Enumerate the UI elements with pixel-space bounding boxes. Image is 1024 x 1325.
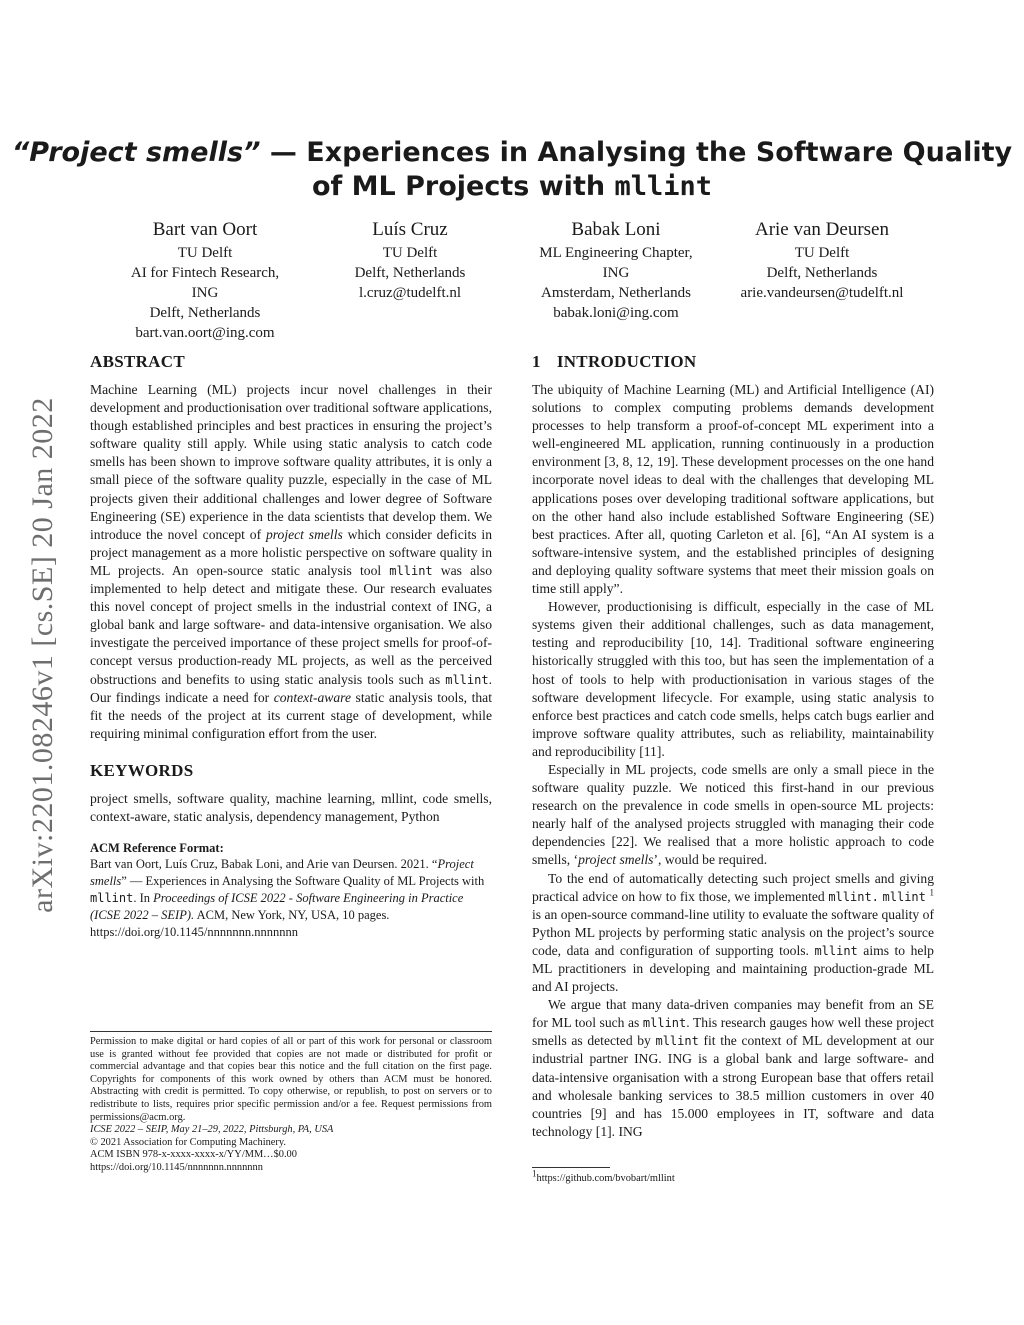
abstract-heading: ABSTRACT [90, 352, 185, 371]
footnote-marker: 1 [929, 887, 934, 898]
author-location: Delft, Netherlands [354, 265, 466, 281]
permission-notice [90, 1036, 492, 1175]
title-tool-name: mllint [614, 171, 713, 202]
title-project-smells: “Project smells” [11, 137, 261, 168]
introduction-heading: 1 INTRODUCTION [532, 352, 697, 371]
author-location: Delft, Netherlands [766, 265, 878, 281]
author-email: arie.vandeursen@tudelft.nl [740, 285, 904, 301]
author-4 [717, 217, 927, 303]
author-affiliation: ING [191, 285, 219, 301]
copyright-line: © 2021 Association for Computing Machinery. [90, 1136, 286, 1148]
permission-text: Permission to make digital or hard copies of all or part of this work for personal or classroom use is granted without fee provided that copies are not made or distributed for profit or commercial advantage and that copies bear this notice and the full citation on the first page. Copyrights for components of this work owned by others than ACM must be honored. Abstracting with credit is permitted. To copy otherwise, or republish, to post on servers or to redistribute to lists, requires prior specific permission and/or a fee. Request permissions from permissions@acm.org. [90, 1036, 492, 1123]
acm-reference-heading: ACM Reference Format: [90, 841, 224, 856]
title-line1-rest: — Experiences in Analysing the Software Quality [260, 137, 1013, 168]
author-name: Bart van Oort [152, 219, 258, 240]
venue-line: ICSE 2022 – SEIP, May 21–29, 2022, Pittsburgh, PA, USA [90, 1124, 334, 1136]
intro-paragraph-2: However, productionising is difficult, especially in the case of ML systems given their additional challenges, such as data management, testing and reproducibility [10, 14]. Traditional software engineering historically struggled with this too, but has seen the implementation of a host of tools to help with productionisation in various stages of the software development lifecycle. For example, using static analysis to enforce best practices and catch code smells, helps catch bugs earlier and improve software quality attributes, such as reliability, maintainability and reproducibility [11]. [532, 599, 934, 759]
author-affiliation: AI for Fintech Research, [130, 265, 280, 281]
intro-paragraph-5: We argue that many data-driven companies may benefit from an SE for ML tool such as mllint. This research gauges how well these project smells as detected by mllint fit the context of ML development at our industrial partner ING. ING is a global bank and large software- and data-intensive organisation with a strong European base that offers retail and wholesale banking services to 38.5 million customers in over 40 countries [9] and has 15.000 employees in IT, software and data technology [1]. ING [532, 997, 934, 1139]
intro-paragraph-3: Especially in ML projects, code smells are only a small piece in the software quality puzzle. We noticed this first-hand in our previous research on the prevalence in code smells in open-source ML projects: nearly half of the analysed projects struggled with managing their code dependencies [22]. We realised that a more holistic approach to code smells, ‘project smells’, would be required. [532, 761, 934, 868]
keywords-heading: KEYWORDS [90, 760, 194, 780]
footnote-divider [532, 1167, 610, 1168]
author-affiliation: ML Engineering Chapter, [539, 245, 693, 261]
author-name: Babak Loni [571, 219, 661, 240]
acm-reference-text: Bart van Oort, Luís Cruz, Babak Loni, and Arie van Deursen. 2021. “Project smells” — Experiences in Analysing the Software Quality of ML Projects with mllint. In Proceedings of ICSE 2022 - Software Engineering in Practice (ICSE 2022 – SEIP). ACM, New York, NY, USA, 10 pages. https://doi.org/10.1145/nnnnnnn.nnnnnnn [90, 857, 485, 940]
abstract-text: Machine Learning (ML) projects incur novel challenges in their development and productionisation over traditional software applications, though established principles and best practices in ensuring the project’s software quality still apply. While using static analysis to catch code smells has been shown to improve software quality attributes, it is only a small piece of the software quality puzzle, especially in the case of ML projects given their additional challenges and lower degree of Software Engineering (SE) experience in the data scientists that develop them. We introduce the novel concept of project smells which consider deficits in project management as a more holistic perspective on software quality in ML projects. An open-source static analysis tool mllint was also implemented to help detect and mitigate these. Our research evaluates this novel concept of project smells in the industrial context of ING, a global bank and large software- and data-intensive organisation. We also investigate the perceived importance of these project smells for proof-of-concept versus production-ready ML projects, as well as the perceived obstructions and benefits to using static analysis tools such as mllint. Our findings indicate a need for context-aware static analysis tools, that fit the needs of the project at its current stage of development, while requiring minimal configuration effort from the user. [90, 382, 493, 741]
title-line2-text: of ML Projects with [311, 171, 615, 202]
author-email: babak.loni@ing.com [553, 305, 679, 321]
author-3 [511, 217, 721, 323]
permission-divider [90, 1031, 492, 1032]
right-column [532, 352, 934, 1141]
doi-line: https://doi.org/10.1145/nnnnnnn.nnnnnnn [90, 1161, 263, 1173]
author-affiliation: TU Delft [794, 245, 850, 261]
intro-paragraph-4: To the end of automatically detecting such project smells and giving practical advice on how to fix those, we implemented mllint. mllint $^1$ is an open-source command-line utility to evaluate the software quality of Python ML projects by performing static analysis on the project’s source code, data and configuration of supporting tools. mllint aims to help ML practitioners in developing and maintaining production-grade ML and AI projects. [532, 870, 934, 995]
author-email: bart.van.oort@ing.com [135, 325, 275, 341]
author-2 [305, 217, 515, 303]
author-location: Delft, Netherlands [149, 305, 261, 321]
keywords-text: project smells, software quality, machine learning, mllint, code smells, context-aware, static analysis, dependency management, Python [90, 790, 492, 824]
intro-paragraph-1: The ubiquity of Machine Learning (ML) and Artificial Intelligence (AI) solutions to complex computing problems demands development processes to help transform a proof-of-concept ML experiment into a well-engineered ML application, running continuously in a production environment [3, 8, 12, 19]. These development processes on the one hand incorporate novel ideas to deal with the challenges that developing ML applications poses over developing traditional software applications, but on the other hand also include established Software Engineering (SE) best practices. After all, quoting Carleton et al. [6], “An AI system is a software-intensive system, and the established principles of designing and deploying quality software systems that meet their mission goals on time still apply”. [532, 382, 934, 597]
author-name: Luís Cruz [372, 219, 448, 240]
footnote-url[interactable]: https://github.com/bvobart/mllint [536, 1173, 675, 1184]
author-affiliation: TU Delft [382, 245, 438, 261]
footnote: $^1$https://github.com/bvobart/mllint [532, 1168, 675, 1184]
author-1 [100, 217, 310, 343]
paper-title [0, 136, 1024, 204]
author-name: Arie van Deursen [754, 219, 889, 240]
left-column [90, 352, 492, 941]
isbn-line: ACM ISBN 978-x-xxxx-xxxx-x/YY/MM…$0.00 [90, 1149, 297, 1161]
author-location: Amsterdam, Netherlands [541, 285, 691, 301]
arxiv-identifier: arXiv:2201.08246v1 [cs.SE] 20 Jan 2022 [26, 397, 59, 913]
author-affiliation: TU Delft [177, 245, 233, 261]
author-affiliation: ING [602, 265, 630, 281]
author-email: l.cruz@tudelft.nl [358, 285, 462, 301]
